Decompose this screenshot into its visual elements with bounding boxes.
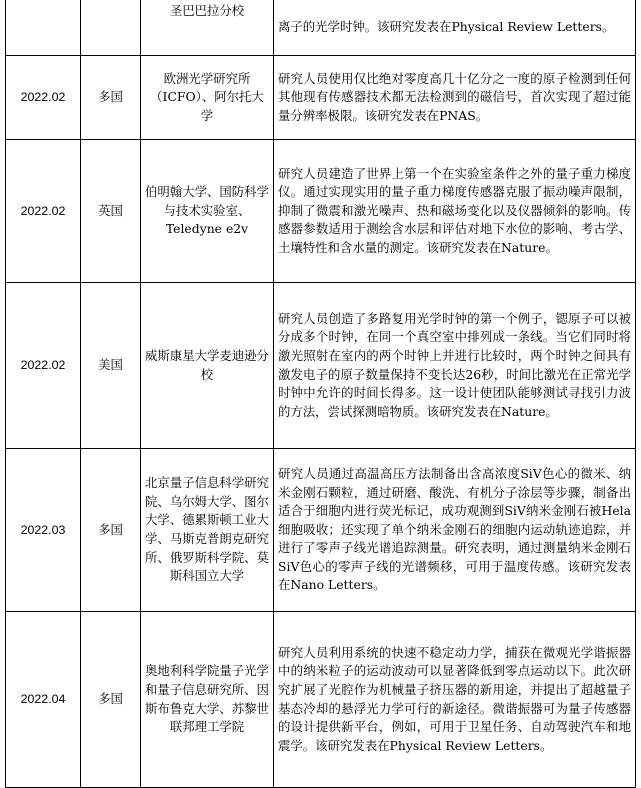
- country-cell: 多国: [81, 56, 141, 140]
- description-cell: 研究人员建造了世界上第一个在实验室条件之外的量子重力梯度仪。通过实现实用的量子重力梯度传感器克服了振动噪声限制，抑制了微震和激光噪声、热和磁场变化以及仪器倾斜的影响。传感器参数适用于测绘含水层和评估对地下水位的影响、考古学、土壤特性和含水量的测定。该研究发表在Nature。: [274, 140, 636, 283]
- description-cell: 离子的光学时钟。该研究发表在Physical Review Letters。: [274, 0, 636, 56]
- table-row: [6, 56, 636, 140]
- table-row: [6, 0, 636, 56]
- country-cell: 美国: [81, 283, 141, 449]
- table-row: [6, 449, 636, 612]
- institution-cell: 伯明翰大学、国防科学与技术实验室、Teledyne e2v: [141, 140, 274, 283]
- country-cell: [81, 0, 141, 56]
- date-cell: 2022.02: [6, 140, 81, 283]
- date-cell: [6, 0, 81, 56]
- country-cell: 多国: [81, 449, 141, 612]
- country-cell: 英国: [81, 140, 141, 283]
- date-cell: 2022.02: [6, 56, 81, 140]
- description-cell: 研究人员创造了多路复用光学时钟的第一个例子，锶原子可以被分成多个时钟，在同一个真空室中排列成一条线。当它们同时将激光照射在室内的两个时钟上并进行比较时，两个时钟之间具有激发电子的原子数量保持不变长达26秒，时间比激光在正常光学时钟中允许的时间长得多。这一设计使团队能够测试寻找引力波的方法，尝试探测暗物质。该研究发表在Nature。: [274, 283, 636, 449]
- table-row: [6, 612, 636, 788]
- institution-cell: 北京量子信息科学研究院、乌尔姆大学、图尔大学、德累斯顿工业大学、马斯克普朗克研究所、俄罗斯科学院、莫斯科国立大学: [141, 449, 274, 612]
- institution-cell: 圣巴巴拉分校: [141, 0, 274, 56]
- description-cell: 研究人员使用仅比绝对零度高几十亿分之一度的原子检测到任何其他现有传感器技术都无法检测到的磁信号，首次实现了超过能量分辨率极限。该研究发表在PNAS。: [274, 56, 636, 140]
- table-row: [6, 140, 636, 283]
- institution-cell: 欧洲光学研究所（ICFO）、阿尔托大学: [141, 56, 274, 140]
- date-cell: 2022.02: [6, 283, 81, 449]
- table-row: [6, 283, 636, 449]
- institution-cell: 奥地利科学院量子光学和量子信息研究所、因斯布鲁克大学、苏黎世联邦理工学院: [141, 612, 274, 788]
- date-cell: 2022.04: [6, 612, 81, 788]
- research-progress-table: [5, 0, 636, 788]
- date-cell: 2022.03: [6, 449, 81, 612]
- description-cell: 研究人员通过高温高压方法制备出含高浓度SiV色心的微米、纳米金刚石颗粒，通过研磨、酸洗、有机分子涂层等步骤，制备出适合于细胞内进行荧光标记，成功观测到SiV纳米金刚石被Hela细胞吸收；还实现了单个纳米金刚石的细胞内运动轨迹追踪，并进行了零声子线光谱追踪测量。研究表明，通过测量纳米金刚石SiV色心的零声子线的光谱频移，可用于温度传感。该研究发表在Nano Letters。: [274, 449, 636, 612]
- description-cell: 研究人员利用系统的快速不稳定动力学，捕获在微观光学谐振器中的纳米粒子的运动波动可以显著降低到零点运动以下。此次研究扩展了光腔作为机械量子挤压器的新用途，并提出了超越量子基态冷却的悬浮光力学可行的新途径。微谐振器可为量子传感器的设计提供新平台，例如，可用于卫星任务、自动驾驶汽车和地震学。该研究发表在Physical Review Letters。: [274, 612, 636, 788]
- country-cell: 多国: [81, 612, 141, 788]
- institution-cell: 威斯康星大学麦迪逊分校: [141, 283, 274, 449]
